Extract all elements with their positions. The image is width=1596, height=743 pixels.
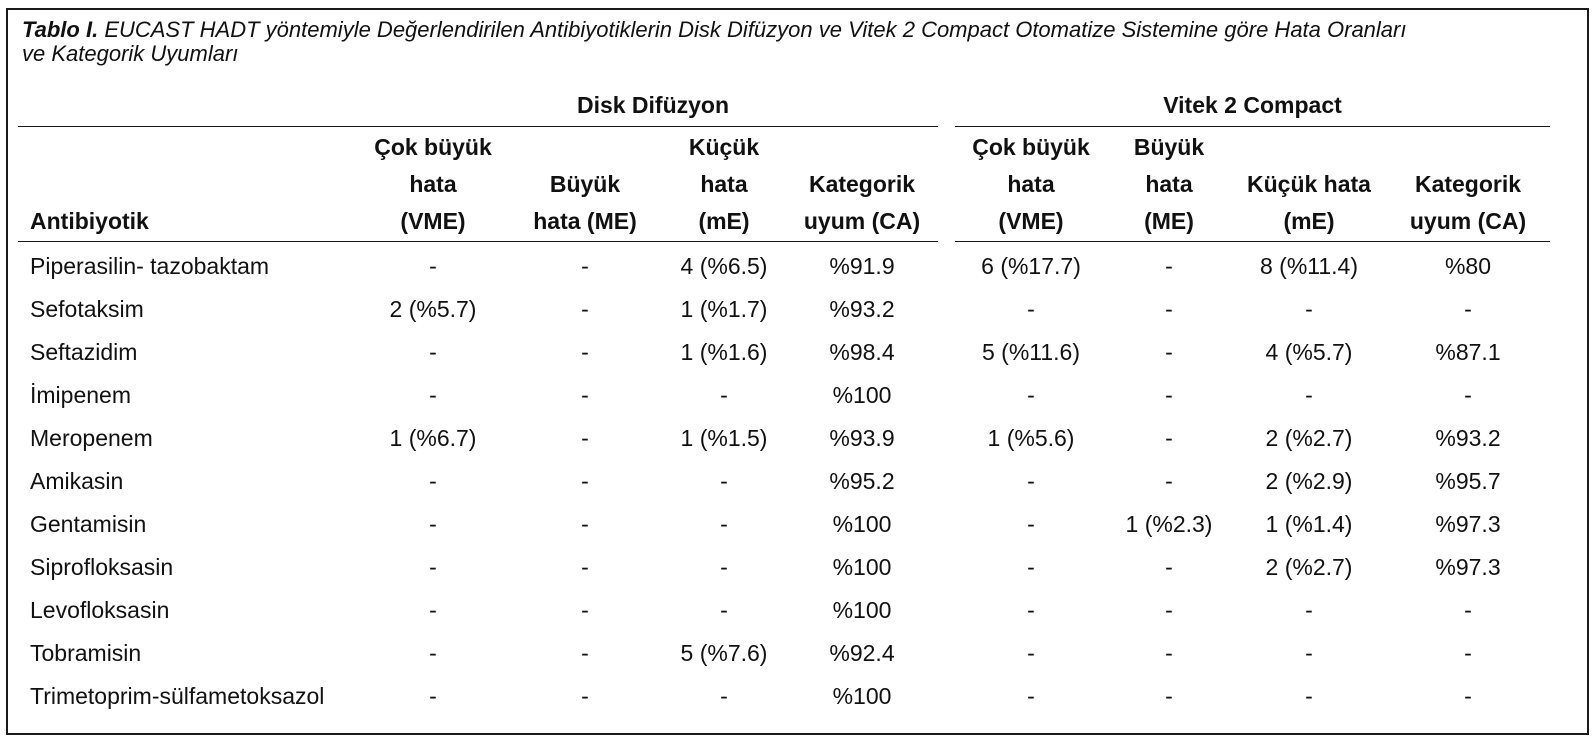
value-cell-vitek-2: -	[1165, 425, 1173, 451]
value-cell-vitek-2: -	[1165, 468, 1173, 494]
value-cell-vitek-2: -	[1165, 554, 1173, 580]
group-rule-disk	[18, 126, 938, 127]
table-row	[0, 546, 1596, 589]
value-cell-vitek-4: -	[1464, 683, 1472, 709]
value-cell-vitek-1: -	[1027, 554, 1035, 580]
value-cell-disk-1: -	[429, 511, 437, 537]
antibiotic-name: Piperasilin- tazobaktam	[30, 253, 270, 279]
value-cell-vitek-3: -	[1305, 296, 1313, 322]
table-row	[0, 374, 1596, 417]
value-cell-vitek-1: -	[1027, 597, 1035, 623]
table-row	[0, 288, 1596, 331]
value-cell-disk-2: -	[581, 468, 589, 494]
value-cell-disk-3: 1 (%1.5)	[680, 425, 768, 451]
value-cell-disk-2: -	[581, 511, 589, 537]
caption-text-line1: EUCAST HADT yöntemiyle Değerlendirilen Antibiyotiklerin Disk Difüzyon ve Vitek 2 Compact Otomatize Sistemine göre Hata Oranları	[104, 17, 1407, 42]
column-header-vitek-3	[1234, 166, 1384, 240]
value-cell-disk-3: 1 (%1.6)	[680, 339, 768, 365]
table-row	[0, 589, 1596, 632]
column-header-line: Küçük hata	[1247, 171, 1371, 197]
value-cell-disk-1: -	[429, 597, 437, 623]
value-cell-disk-2: -	[581, 425, 589, 451]
value-cell-disk-2: -	[581, 597, 589, 623]
value-cell-vitek-3: 4 (%5.7)	[1265, 339, 1353, 365]
value-cell-vitek-2: -	[1165, 597, 1173, 623]
value-cell-disk-4: %100	[832, 511, 892, 537]
value-cell-disk-2: -	[581, 339, 589, 365]
column-header-line: (VME)	[998, 208, 1064, 234]
value-cell-disk-4: %98.4	[829, 339, 895, 365]
value-cell-disk-1: 2 (%5.7)	[389, 296, 477, 322]
value-cell-vitek-4: -	[1464, 597, 1472, 623]
antibiotic-name: Tobramisin	[30, 640, 142, 666]
value-cell-disk-2: -	[581, 683, 589, 709]
value-cell-vitek-2: -	[1165, 683, 1173, 709]
column-header-line: Küçük	[688, 134, 760, 160]
column-header-line: (mE)	[1283, 208, 1335, 234]
column-header-line: hata	[700, 171, 748, 197]
value-cell-vitek-1: -	[1027, 511, 1035, 537]
value-cell-vitek-1: 6 (%17.7)	[981, 253, 1081, 279]
value-cell-disk-4: %100	[832, 597, 892, 623]
value-cell-vitek-3: 2 (%2.9)	[1265, 468, 1353, 494]
value-cell-vitek-2: 1 (%2.3)	[1125, 511, 1213, 537]
value-cell-vitek-2: -	[1165, 382, 1173, 408]
antibiotic-name: Meropenem	[30, 425, 153, 451]
value-cell-vitek-3: -	[1305, 683, 1313, 709]
value-cell-disk-1: -	[429, 640, 437, 666]
caption-label: Tablo I.	[22, 17, 99, 42]
value-cell-vitek-4: %95.7	[1435, 468, 1501, 494]
value-cell-disk-1: -	[429, 339, 437, 365]
value-cell-disk-4: %95.2	[829, 468, 895, 494]
value-cell-vitek-1: -	[1027, 468, 1035, 494]
header-rule-disk	[18, 241, 938, 242]
value-cell-disk-4: %100	[832, 382, 892, 408]
column-header-line: hata	[1007, 171, 1055, 197]
table-row	[0, 503, 1596, 546]
value-cell-vitek-2: -	[1165, 296, 1173, 322]
group-header-vitek: Vitek 2 Compact	[1163, 92, 1342, 118]
column-header-disk-1	[358, 129, 508, 240]
value-cell-disk-1: -	[429, 468, 437, 494]
group-header-disk: Disk Difüzyon	[576, 92, 730, 118]
column-header-line: Çok büyük	[374, 134, 492, 160]
value-cell-vitek-4: %87.1	[1435, 339, 1501, 365]
value-cell-disk-4: %92.4	[829, 640, 895, 666]
value-cell-vitek-4: %80	[1444, 253, 1492, 279]
value-cell-disk-3: -	[720, 468, 728, 494]
value-cell-disk-2: -	[581, 253, 589, 279]
antibiotic-name: Seftazidim	[30, 339, 138, 365]
column-header-line: Büyük	[1133, 134, 1205, 160]
value-cell-vitek-4: %97.3	[1435, 511, 1501, 537]
value-cell-disk-2: -	[581, 382, 589, 408]
value-cell-disk-1: -	[429, 554, 437, 580]
value-cell-vitek-3: 2 (%2.7)	[1265, 554, 1353, 580]
column-header-disk-3	[649, 129, 799, 240]
value-cell-disk-3: -	[720, 597, 728, 623]
antibiotic-name: Amikasin	[30, 468, 124, 494]
value-cell-disk-2: -	[581, 554, 589, 580]
column-header-vitek-2	[1094, 129, 1244, 240]
value-cell-disk-1: -	[429, 253, 437, 279]
column-header-line: Çok büyük	[972, 134, 1090, 160]
table-caption	[22, 18, 1562, 66]
value-cell-vitek-2: -	[1165, 253, 1173, 279]
table-row	[0, 460, 1596, 503]
value-cell-vitek-1: -	[1027, 683, 1035, 709]
column-header-line: (VME)	[400, 208, 466, 234]
value-cell-vitek-4: %97.3	[1435, 554, 1501, 580]
table-row	[0, 417, 1596, 460]
antibiotic-name: Levofloksasin	[30, 597, 170, 623]
value-cell-vitek-3: 2 (%2.7)	[1265, 425, 1353, 451]
value-cell-vitek-3: -	[1305, 597, 1313, 623]
column-header-line: uyum (CA)	[803, 208, 921, 234]
value-cell-disk-1: -	[429, 683, 437, 709]
column-header-line: hata	[409, 171, 457, 197]
antibiotic-name: İmipenem	[30, 382, 131, 408]
antibiotic-name: Trimetoprim-sülfametoksazol	[30, 683, 325, 709]
value-cell-vitek-1: 1 (%5.6)	[987, 425, 1075, 451]
antibiotic-name: Siprofloksasin	[30, 554, 174, 580]
column-header-line: uyum (CA)	[1409, 208, 1527, 234]
value-cell-disk-3: -	[720, 382, 728, 408]
column-header-antibiotic: Antibiyotik	[30, 208, 149, 234]
value-cell-disk-3: -	[720, 554, 728, 580]
value-cell-vitek-3: -	[1305, 382, 1313, 408]
value-cell-vitek-1: -	[1027, 382, 1035, 408]
value-cell-disk-3: 5 (%7.6)	[680, 640, 768, 666]
value-cell-vitek-3: 8 (%11.4)	[1259, 253, 1358, 279]
column-header-line: (mE)	[698, 208, 750, 234]
value-cell-vitek-1: -	[1027, 640, 1035, 666]
antibiotic-name: Gentamisin	[30, 511, 147, 537]
table-row	[0, 632, 1596, 675]
header-rule-vitek	[955, 241, 1550, 242]
value-cell-vitek-1: 5 (%11.6)	[981, 339, 1080, 365]
value-cell-disk-1: -	[429, 382, 437, 408]
table-row	[0, 245, 1596, 288]
value-cell-disk-4: %100	[832, 554, 892, 580]
column-header-line: Kategorik	[808, 171, 916, 197]
column-header-line: Büyük	[549, 171, 621, 197]
table-row	[0, 331, 1596, 374]
column-header-line: Kategorik	[1414, 171, 1522, 197]
caption-text-line2: ve Kategorik Uyumları	[22, 41, 239, 66]
column-header-line: hata	[1145, 171, 1193, 197]
column-header-line: hata (ME)	[533, 208, 637, 234]
value-cell-disk-4: %100	[832, 683, 892, 709]
value-cell-vitek-4: %93.2	[1435, 425, 1501, 451]
value-cell-disk-2: -	[581, 640, 589, 666]
column-header-vitek-4	[1393, 166, 1543, 240]
value-cell-disk-3: -	[720, 683, 728, 709]
value-cell-disk-4: %93.9	[829, 425, 895, 451]
value-cell-disk-1: 1 (%6.7)	[389, 425, 477, 451]
value-cell-disk-2: -	[581, 296, 589, 322]
value-cell-vitek-3: -	[1305, 640, 1313, 666]
table-row	[0, 675, 1596, 718]
value-cell-disk-3: -	[720, 511, 728, 537]
value-cell-vitek-3: 1 (%1.4)	[1265, 511, 1353, 537]
column-header-disk-2	[510, 166, 660, 240]
value-cell-vitek-1: -	[1027, 296, 1035, 322]
value-cell-disk-3: 4 (%6.5)	[680, 253, 768, 279]
value-cell-vitek-2: -	[1165, 339, 1173, 365]
value-cell-disk-4: %93.2	[829, 296, 895, 322]
column-header-vitek-1	[956, 129, 1106, 240]
value-cell-vitek-4: -	[1464, 640, 1472, 666]
value-cell-vitek-2: -	[1165, 640, 1173, 666]
column-header-disk-4	[787, 166, 937, 240]
value-cell-disk-4: %91.9	[829, 253, 895, 279]
antibiotic-name: Sefotaksim	[30, 296, 144, 322]
value-cell-vitek-4: -	[1464, 296, 1472, 322]
value-cell-disk-3: 1 (%1.7)	[680, 296, 768, 322]
value-cell-vitek-4: -	[1464, 382, 1472, 408]
column-header-line: (ME)	[1144, 208, 1194, 234]
group-rule-vitek	[955, 126, 1550, 127]
